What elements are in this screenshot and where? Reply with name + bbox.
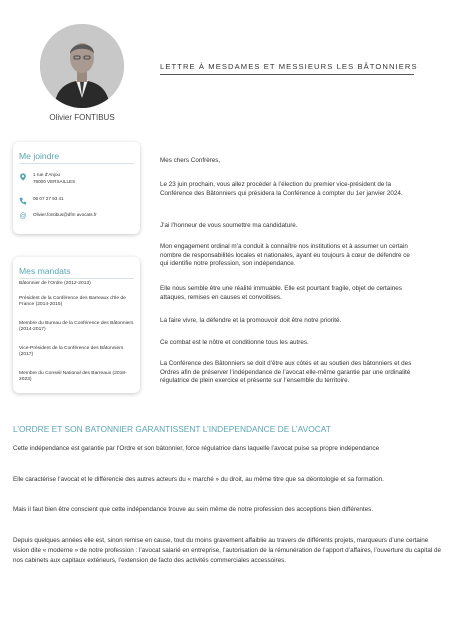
- email-row: [19, 212, 97, 221]
- mandat-item: Bâtonnier de l’Ordre (2012-2013): [19, 281, 91, 286]
- mandats-card-divider: [19, 278, 134, 279]
- contact-card-title: Me joindre: [19, 151, 60, 161]
- phone-row: [19, 196, 64, 205]
- letter-paragraph: Le 23 juin prochain, vous allez procéder à l’élection du premier vice-président de la Conférence des Bâtonniers qui présidera la Conférence à compter du 1er janvier 2024.: [160, 181, 403, 197]
- phone-number: 06 07 27 93 41: [33, 196, 64, 201]
- letter-title: LETTRE À MESDAMES ET MESSIEURS LES BÂTONNIERS: [160, 62, 418, 71]
- mandats-card: [13, 257, 140, 393]
- mandat-item: Président de la Conférence des Barreaux d’Ile de France (2014-2015): [19, 296, 126, 308]
- letter-paragraph: Elle nous semble être une réalité immuable. Elle est pourtant fragile, objet de certaines attaques, remises en causes et convoitises.: [160, 285, 402, 301]
- section-paragraph: Cette indépendance est garantie par l’Ordre et son bâtonnier, force régulatrice dans laquelle l’avocat puise sa propre indépendance: [13, 445, 380, 452]
- mandat-item: Vice-Président de la Conférence des Bâtonniers (2017): [19, 346, 124, 358]
- section-paragraph: Elle caractérise l’avocat et le différencie des autres acteurs du « marché » du droit, au même titre que sa déontologie et sa formation.: [13, 476, 384, 483]
- mandats-card-title: Mes mandats: [19, 266, 71, 276]
- letter-paragraph: J’ai l’honneur de vous soumettre ma candidature.: [160, 222, 298, 229]
- contact-card-divider: [19, 163, 134, 164]
- letter-paragraph: La Conférence des Bâtonniers se doit d’être aux côtés et au soutien des bâtonniers et des Ordres afin de préserver l’indépendance de l’avocat elle-même garantie par une ordinalité régulatrice de plein exercice et présente sur l’ensemble du territoire.: [160, 360, 412, 385]
- address-row: [19, 172, 75, 185]
- at-icon: @: [19, 213, 27, 220]
- profile-photo: [40, 24, 124, 108]
- address-line2: 78000 VERSAILLES: [33, 178, 76, 184]
- title-divider: [160, 74, 414, 75]
- mandat-item: Membre du Conseil National des Barreaux (2018-2023): [19, 371, 127, 383]
- contact-card: [13, 142, 140, 234]
- section-paragraph: Mais il faut bien être conscient que cette indépendance trouve au sein même de notre profession des acceptions bien différentes.: [13, 506, 374, 513]
- section-heading: L’ORDRE ET SON BATONNIER GARANTISSENT L’INDEPENDANCE DE L’AVOCAT: [13, 424, 331, 434]
- mandat-item: Membre du Bureau de la Conférence des Bâtonniers (2014-2017): [19, 321, 134, 333]
- letter-paragraph: La faire vivre, la défendre et la promouvoir doit être notre priorité.: [160, 317, 342, 324]
- section-paragraph: Depuis quelques années elle est, sinon remise en cause, tout du moins gravement affaiblie au travers de différents projets, marqueurs d’une certaine vision dite « moderne » de notre profession : l’avocat salarié en entreprise, l’autorisation de la rémunération de l’apport d’affaires, l’ouverture du capital de nos cabinets aux capitaux extérieurs, l’extension de facto des activités commerciales accessoires.: [13, 537, 441, 564]
- profile-name: Olivier FONTIBUS: [49, 113, 115, 122]
- portrait-image: [40, 24, 124, 108]
- letter-paragraph: Ce combat est le nôtre et conditionne tous les autres.: [160, 339, 309, 346]
- letter-paragraph: Mon engagement ordinal m’a conduit à connaître nos institutions et à assumer un certain nombre de responsabilités locales et nationales, ayant eu toujours à cœur de défendre ce qui identifie notre profession, son indépendance.: [160, 243, 410, 268]
- phone-icon: [19, 197, 27, 205]
- email-link[interactable]: Olivier.fontibus@dfm avocats.fr: [33, 212, 97, 217]
- address-line1: 1 rue d’Anjou: [33, 172, 61, 177]
- letter-paragraph: Mes chers Confrères,: [160, 157, 221, 164]
- location-pin-icon: [19, 173, 27, 181]
